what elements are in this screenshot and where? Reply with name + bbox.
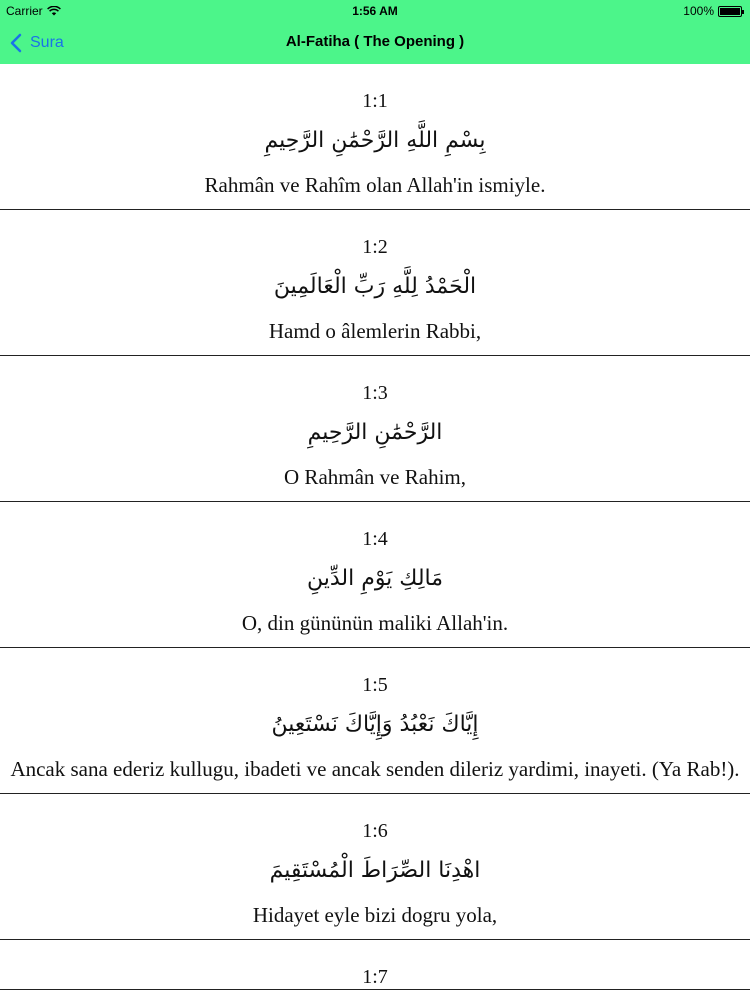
back-button-label: Sura: [30, 34, 64, 51]
navigation-bar: [0, 22, 750, 64]
verse-number: 1:2: [362, 236, 388, 258]
verse-number: 1:1: [362, 90, 388, 112]
verse-list[interactable]: [0, 64, 750, 1000]
page-title: Al-Fatiha ( The Opening ): [285, 33, 465, 50]
verse-number: 1:4: [362, 528, 388, 550]
verse-translation: Rahmân ve Rahîm olan Allah'in ismiyle.: [204, 173, 546, 197]
verse-translation: Hamd o âlemlerin Rabbi,: [268, 319, 482, 343]
verse-translation: Hidayet eyle bizi dogru yola,: [252, 903, 498, 927]
verse-item[interactable]: [0, 648, 750, 794]
verse-number: 1:6: [362, 820, 388, 842]
verse-arabic-text: بِسْمِ اللَّهِ الرَّحْمَٰنِ الرَّحِيمِ: [264, 128, 486, 153]
status-bar: [0, 0, 750, 22]
verse-number: 1:3: [362, 382, 388, 404]
verse-item[interactable]: [0, 210, 750, 356]
status-time: 1:56 AM: [352, 4, 398, 18]
verse-arabic-text: اهْدِنَا الصِّرَاطَ الْمُسْتَقِيمَ: [269, 858, 481, 883]
verse-translation: O, din gününün maliki Allah'in.: [241, 611, 509, 635]
battery-label: 100%: [683, 4, 714, 18]
verse-translation: O Rahmân ve Rahim,: [284, 465, 466, 489]
verse-translation: Ancak sana ederiz kullugu, ibadeti ve ancak senden dileriz yardimi, inayeti. (Ya Rab!).: [10, 757, 740, 781]
verse-item[interactable]: [0, 356, 750, 502]
verse-number: 1:7: [362, 966, 388, 988]
verse-arabic-text: مَالِكِ يَوْمِ الدِّينِ: [306, 566, 444, 591]
verse-item[interactable]: [0, 940, 750, 990]
verse-arabic-text: الْحَمْدُ لِلَّهِ رَبِّ الْعَالَمِينَ: [273, 274, 477, 299]
verse-item[interactable]: [0, 794, 750, 940]
battery-icon: [718, 6, 742, 17]
verse-arabic-text: الرَّحْمَٰنِ الرَّحِيمِ: [307, 420, 443, 445]
verse-number: 1:5: [362, 674, 388, 696]
status-right: [683, 4, 742, 18]
carrier-label: Carrier: [6, 4, 43, 18]
verse-arabic-text: إِيَّاكَ نَعْبُدُ وَإِيَّاكَ نَسْتَعِينُ: [271, 712, 479, 737]
verse-item[interactable]: [0, 64, 750, 210]
verse-item[interactable]: [0, 502, 750, 648]
